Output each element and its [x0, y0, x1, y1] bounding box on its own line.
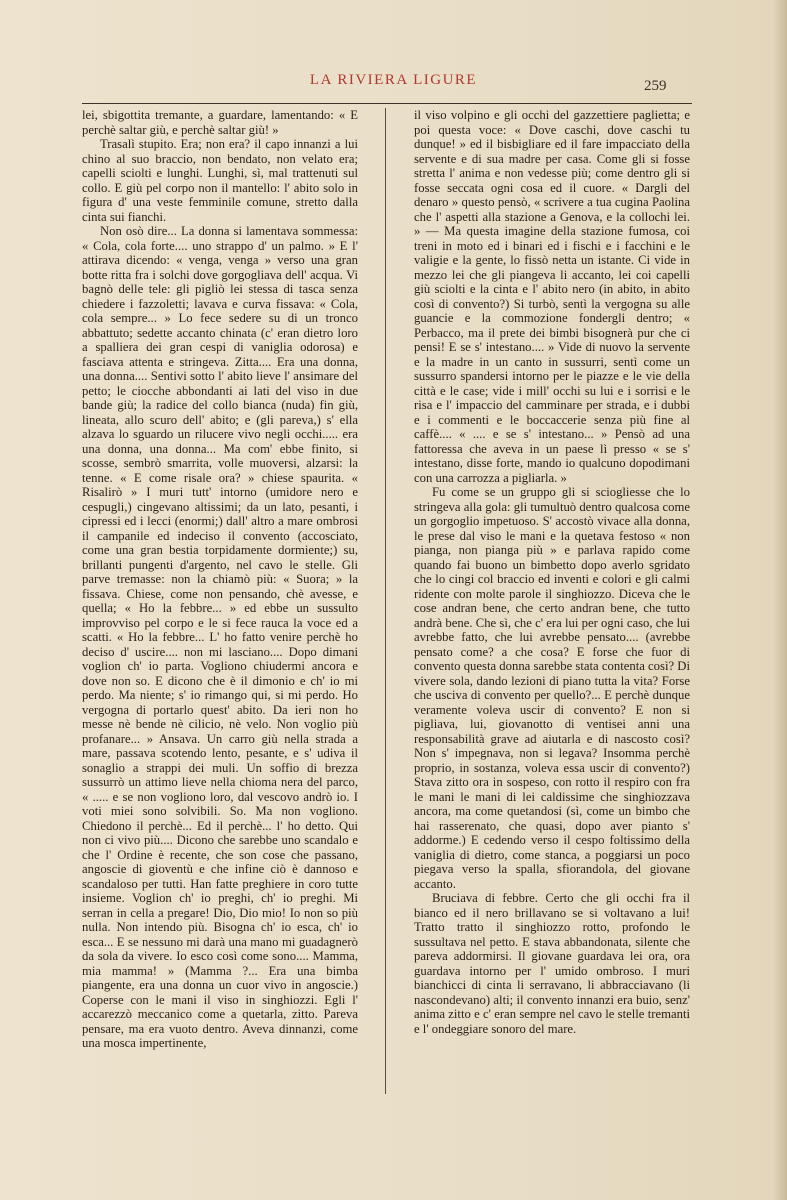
header-rule: [82, 103, 692, 104]
left-column: [82, 108, 358, 1051]
paragraph: Non osò dire... La donna si lamentava sommessa: « Cola, cola forte.... uno strappo d' un palmo. » E l' attirava dicendo: « venga, venga » verso una gran botte ritta fra i solchi dove gorgogliava dell' acqua. Vi bagnò delle tele: gli pigliò lei stessa di tasca senza chiedere i fazzoletti; lavava e curva fissava: « Cola, cola sempre... » Lo fece sedere su di un tronco abbattuto; sedette accanto chinata (c' eran dietro loro a spalliera dei gran cespi di vaniglia odorosa) e fasciava attenta e stringeva. Zitta.... Era una donna, una donna.... Sentivi sotto l' abito lieve l' ansimare del petto; le ciocche abbondanti ai lati del viso in due bande giù; la radice del collo bianca (nuda) fin giù, lineata, allo scuro dell' abito; e (gli pareva,) s' ella alzava lo sguardo un rilucere vivo negli occhi..... era una donna, una donna... Ma com' ebbe finito, si scosse, sembrò smarrita, volle muoversi, alzarsi: la tenne. « E come risale ora? » chiese spaurita. « Risalirò » I muri tutt' intorno (umidore nero e cespugli,) cingevano altissimi; da un lato, pesanti, i cipressi ed i lecci (enormi;) dall' altro a mare ombrosi il campanile ed indeciso il convento (accosciato, come una gran bestia torpidamente dormiente;) su, brillanti pungenti d'argento, nel cavo le stelle. Gli parve tremasse: non la chiamò più: « Suora; » la fissava. Chiese, come non pensando, chè avesse, e quella; « Ho la febbre... » ed ebbe un sussulto improvviso pel corpo e le si fece rauca la voce ed a scatti. « Ho la febbre... L' ho fatto venire perchè ho deciso d' uscire.... non mi lasciano.... Dopo dimani voglion ch' io parta. Vogliono chiudermi ancora e dove non so. E dicono che è il dimonio e ch' io mi perdo. Ma niente; s' io rimango qui, si mi perdo. Ho vergogna di portarlo quest' abito. Da ieri non ho messe nè bende nè cilicio, nè velo. Non voglio più profanare... » Ansava. Un carro giù nella strada a mare, passava scotendo lento, pesante, e s' udiva il sonaglio a strappi dei muli. Un soffio di brezza sussurrò un attimo lieve nella chioma nera del parco, « ..... e se non vogliono loro, dal vescovo andrò io. I voti miei sono solvibili. So. Ma non vogliono. Chiedono il perchè... Ed il perchè... l' ho detto. Qui non ci vivo più.... Dicono che sarebbe uno scandalo e che l' Ordine è recente, che son cose che passano, angoscie di gioventù e che infine ciò è dannoso e scandaloso per tutti. Han fatte preghiere in coro tutte insieme. Voglion ch' io preghi, ch' io preghi. Mi serran in cella a pregare! Dio, Dio mio! Io non so più nulla. Non intendo più. Bisogna ch' io esca, ch' io esca... E se nessuno mi darà una mano mi guadagnerò da sola da vivere. Io esco così come sono.... Mamma, mia mamma! » (Mamma ?... Era una bimba piangente, era una donna un cuor vivo in angoscie.) Coperse con le mani il viso in singhiozzi. Egli l' accarezzò meccanico come a quetarla, zitto. Pareva pensare, ma era vuoto dentro. Aveva dinnanzi, come una mosca impertinente,: [82, 224, 358, 1050]
paragraph: Bruciava di febbre. Certo che gli occhi fra il bianco ed il nero brillavano se si voltavano a lui! Tratto tratto il singhiozzo rotto, profondo le sussultava nel petto. E stava abbandonata, silente che pareva addormirsi. Il giovane guardava lei ora, ora guardava intorno per l' umido ombroso. I muri bianchicci di cinta li serravano, li abbracciavano (li nascondevano) alti; il convento innanzi era buio, senz' anima zitto e c' eran sempre nel cavo le stelle tremanti e l' ondeggiare sonoro del mare.: [414, 891, 690, 1036]
paragraph: il viso volpino e gli occhi del gazzettiere paglietta; e poi questa voce: « Dove caschi, dove caschi tu dunque! » ed il bisbigliare ed il fare impacciato della servente e di sua madre per casa. Come gli si fosse stretta l' anima e non vedesse più; come dentro gli si fosse seccata ogni cosa ed il cuore. « Dargli del denaro » questo pensò, « scrivere a tua cugina Paolina che l' aspetti alla stazione a Genova, e la collochi lei. » — Ma questa imagine della stazione fumosa, coi treni in moto ed i binari ed i fischi e i facchini e le valigie e la gente, lo fissò netta un istante. Ci vide in mezzo lei che gli piangeva li accanto, lei coi capelli giù sciolti e la cinta e l' abito nero (in abito, in abito così di convento?) Si turbò, sentì la vergogna su alle guancie e la commozione fondergli dentro; « Perbacco, ma il prete dei bimbi bisognerà pur che ci pensi! E se s' intestano.... » Vide di nuovo la servente e la madre in un canto in sussurri, sentì come un sussurro spandersi intorno per le piazze e le vie della città e le case; vide i mill' occhi su lui e i sorrisi e le risa e l' impaccio del camminare per strada, e i dubbi e i commenti e le boccaccerie senza più fine al caffè.... « .... e se s' intestano... » Pensò ad una fattoressa che aveva in un paese lì presso « se s' intestano, disse forte, mando io qualcuno dopodimani con una carrozza a pigliarla. »: [414, 108, 690, 485]
page-edge-shadow: [773, 0, 787, 1200]
page-number: 259: [644, 78, 667, 94]
paragraph: Fu come se un gruppo gli si sciogliesse che lo stringeva alla gola: gli tumultuò dentro qualcosa come un gorgoglio impetuoso. S' accostò vivace alla donna, le prese dal viso le mani e la quetava festoso « non pianga, non pianga più » e parlava rapido come quando fai buono un bimbetto dopo averlo sgridato che lo cingi col braccio ed inventi e colori e gli calmi ridente con molte parole il singhiozzo. Diceva che le cose andran bene, che certo andran bene, che tutto andrà bene. Che sì, che c' era lui per ogni caso, che lui avrebbe fatto, che lui avrebbe pensato.... (avrebbe pensato come? a che cosa? E forse che fuor di convento questa donna sarebbe stata contenta così? Di vivere sola, dando lezioni di piano tutta la vita? Forse che usciva di convento per quello?... E perchè dunque veramente voleva uscir di convento? E non si pigliava, lui, giovanotto di ventisei anni una responsabilità grave ad aiutarla e di nascosto così? Non s' impegnava, non si legava? Insomma perchè proprio, in sostanza, voleva essa uscir di convento?) Stava zitto ora in sospeso, con rotto il respiro con fra le mani le mani di lei caldissime che singhiozzava ancora, ma come quetandosi (sì, come un bimbo che hai rasserenato, che quasi, dopo aver pianto s' addorme.) E cedendo verso il cespo foltissimo della vaniglia di dietro, come stanca, a poggiarsi un poco piegava verso la spalla, sfiorandola, del giovane accanto.: [414, 485, 690, 891]
running-title: LA RIVIERA LIGURE: [309, 72, 478, 88]
paragraph: Trasalì stupito. Era; non era? il capo innanzi a lui chino al suo braccio, non bendato, non velato era; capelli sciolti e lunghi. Lunghi, sì, mal trattenuti sul collo. E giù pel corpo non il mantello: l' abito solo in figura d' una veste femminile comune, stretto dalla cinta sui fianchi.: [82, 137, 358, 224]
paragraph: lei, sbigottita tremante, a guardare, lamentando: « E perchè saltar giù, e perchè saltar giù! »: [82, 108, 358, 137]
right-column: [414, 108, 690, 1036]
column-divider: [385, 108, 386, 1094]
